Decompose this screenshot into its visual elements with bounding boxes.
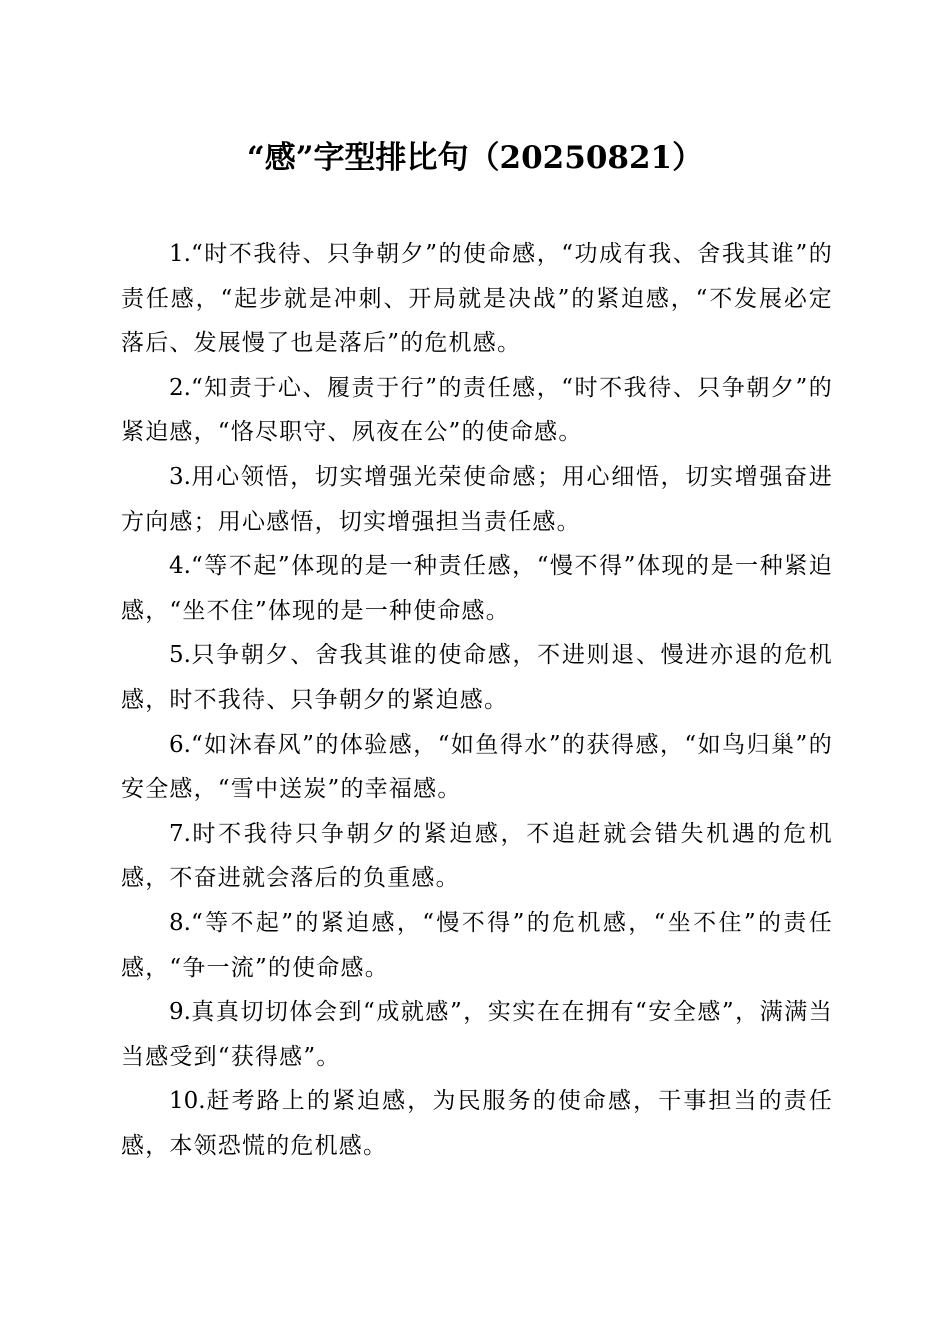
- document-body: [121, 232, 833, 1168]
- paragraph-number: 2.: [169, 374, 191, 401]
- paragraph-number: 10.: [169, 1088, 206, 1115]
- paragraph-number: 7.: [169, 820, 191, 847]
- paragraph-text: 时不我待只争朝夕的紧迫感，不追赶就会错失机遇的危机感，不奋进就会落后的负重感。: [121, 820, 833, 892]
- document-title: “感”字型排比句（20250821）: [246, 140, 704, 176]
- paragraph-number: 8.: [169, 909, 191, 936]
- paragraph-text: 用心领悟，切实增强光荣使命感；用心细悟，切实增强奋进方向感；用心感悟，切实增强担当责任感。: [121, 463, 833, 535]
- paragraph-text: 只争朝夕、舍我其谁的使命感，不进则退、慢进亦退的危机感，时不我待、只争朝夕的紧迫感。: [121, 642, 833, 713]
- paragraph-number: 6.: [169, 731, 191, 758]
- paragraph-8: [121, 901, 833, 990]
- paragraph-text: “等不起”体现的是一种责任感，“慢不得”体现的是一种紧迫感，“坐不住”体现的是一种使命感。: [121, 553, 833, 624]
- paragraph-number: 5.: [169, 642, 191, 669]
- paragraph-4: [121, 544, 833, 633]
- paragraph-text: 真真切切体会到“成就感”，实实在在拥有“安全感”，满满当当感受到“获得感”。: [121, 999, 833, 1070]
- paragraph-number: 1.: [169, 241, 191, 267]
- paragraph-text: “等不起”的紧迫感，“慢不得”的危机感，“坐不住”的责任感，“争一流”的使命感。: [121, 909, 833, 981]
- paragraph-text: “知责于心、履责于行”的责任感，“时不我待、只争朝夕”的紧迫感，“恪尽职守、夙夜在公”的使命感。: [121, 374, 833, 446]
- paragraph-text: “时不我待、只争朝夕”的使命感，“功成有我、舍我其谁”的责任感，“起步就是冲刺、开局就是决战”的紧迫感，“不发展必定落后、发展慢了也是落后”的危机感。: [121, 241, 833, 357]
- paragraph-5: [121, 633, 833, 722]
- paragraph-6: [121, 723, 833, 812]
- paragraph-number: 9.: [169, 999, 191, 1026]
- paragraph-number: 3.: [169, 463, 191, 490]
- paragraph-10: [121, 1079, 833, 1168]
- paragraph-text: 赶考路上的紧迫感，为民服务的使命感，干事担当的责任感，本领恐慌的危机感。: [121, 1088, 833, 1159]
- paragraph-text: “如沐春风”的体验感，“如鱼得水”的获得感，“如鸟归巢”的安全感，“雪中送炭”的幸福感。: [121, 731, 833, 803]
- paragraph-2: [121, 366, 833, 455]
- paragraph-3: [121, 455, 833, 544]
- paragraph-7: [121, 812, 833, 901]
- paragraph-number: 4.: [169, 553, 191, 580]
- paragraph-1: [121, 232, 833, 366]
- paragraph-9: [121, 990, 833, 1079]
